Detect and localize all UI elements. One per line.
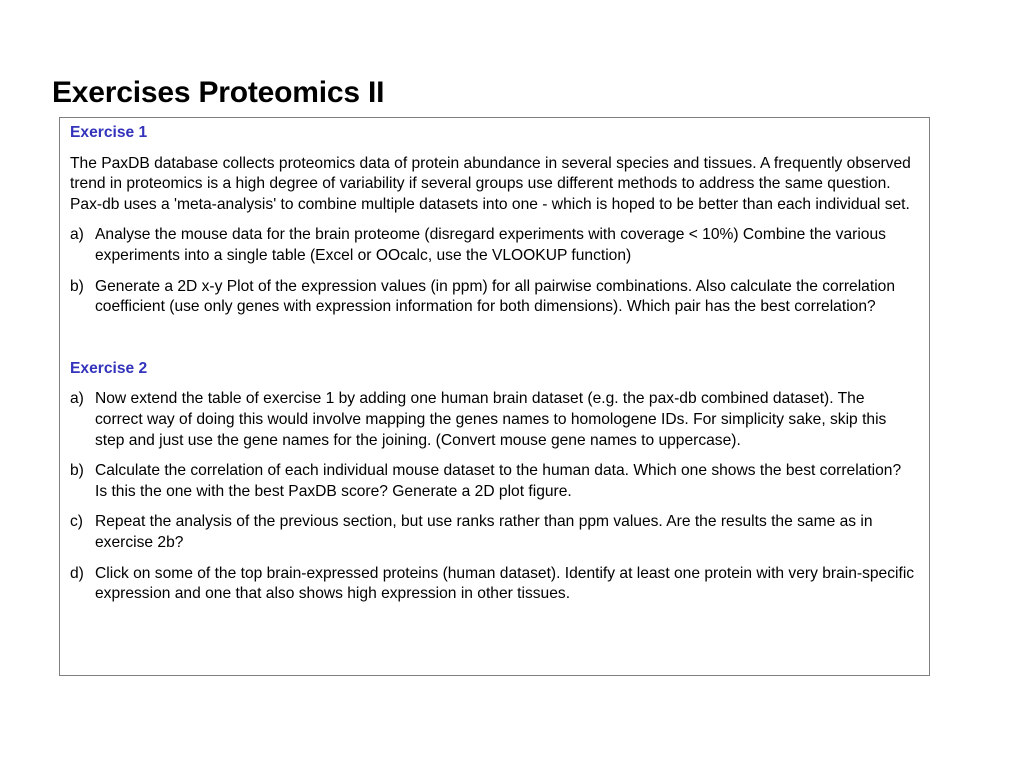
exercise-2-item-a [70,389,915,451]
exercise-2-heading: Exercise 2 [70,359,148,377]
exercise-1-heading: Exercise 1 [70,124,148,141]
item-text: Now extend the table of exercise 1 by adding one human brain dataset (e.g. the pax-db combined dataset). The correct way of doing this would involve mapping the genes names to homologene IDs. For simplicity sake, skip this step and just use the gene names for the joining. (Convert mouse gene names to uppercase). [95,390,887,449]
item-text: Analyse the mouse data for the brain proteome (disregard experiments with coverage < 10%) Combine the various experiments into a single table (Excel or OOcalc, use the VLOOKUP function) [95,226,886,264]
exercises-box [59,117,930,676]
exercise-1-intro: The PaxDB database collects proteomics data of protein abundance in several species and tissues. A frequently observed trend in proteomics is a high degree of variability if several groups use different methods to address the same question. Pax-db uses a 'meta-analysis' to combine multiple datasets into one - which is hoped to be better than each individual set. [70,154,911,213]
item-text: Calculate the correlation of each individual mouse dataset to the human data. Which one shows the best correlation? Is this the one with the best PaxDB score? Generate a 2D plot figure. [95,462,902,500]
item-marker: a) [70,390,84,408]
item-marker: a) [70,226,84,244]
section-spacer [70,328,915,359]
item-marker: b) [70,462,84,480]
item-marker: c) [70,513,83,531]
item-text: Generate a 2D x-y Plot of the expression values (in ppm) for all pairwise combinations. Also calculate the correlation coefficient (use only genes with expression information for both dimensions). Which pair has the best correlation? [95,277,896,316]
item-marker: d) [70,564,84,582]
exercise-1-item-b [70,277,915,318]
exercise-2-item-d [70,564,915,605]
exercise-1-item-a [70,225,915,266]
item-text: Click on some of the top brain-expressed proteins (human dataset). Identify at least one protein with very brain-specific expression and one that also shows high expression in other tissues. [95,564,915,603]
exercise-2-item-c [70,512,915,553]
page-title: Exercises Proteomics II [52,76,385,109]
item-text: Repeat the analysis of the previous section, but use ranks rather than ppm values. Are the results the same as in exercise 2b? [95,513,873,551]
exercise-2-item-b [70,461,915,502]
item-marker: b) [70,277,84,295]
